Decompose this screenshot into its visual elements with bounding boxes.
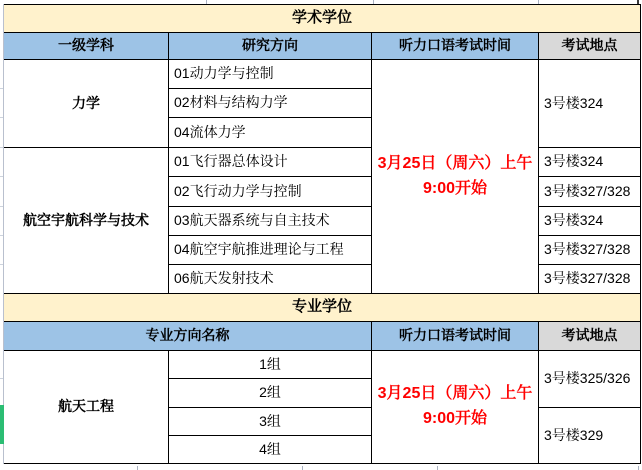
location-cell	[538, 206, 641, 236]
header-exam-time	[371, 321, 539, 351]
group-label: 3组	[259, 412, 281, 429]
sheet-left-gridline	[3, 4, 4, 464]
discipline-cell-aerospace	[3, 147, 169, 294]
section-title: 专业学位	[291, 298, 352, 316]
direction-label: 03航天器系统与自主技术	[174, 212, 330, 229]
location-cell	[538, 59, 641, 148]
gridline-stub	[437, 466, 438, 470]
header-exam-time	[371, 32, 539, 60]
location-label: 3号楼324	[544, 212, 604, 229]
header-discipline	[3, 32, 169, 60]
location-label: 3号楼325/326	[544, 370, 631, 387]
direction-label: 06航天发射技术	[174, 270, 274, 287]
section-band-professional	[3, 293, 641, 322]
location-cell	[538, 350, 641, 408]
group-cell	[168, 435, 372, 464]
exam-time-cell-academic	[371, 59, 539, 294]
location-label: 3号楼327/328	[544, 241, 631, 258]
direction-label: 01飞行器总体设计	[174, 153, 288, 170]
header-label: 一级学科	[58, 37, 114, 54]
location-cell	[538, 147, 641, 177]
discipline-label: 力学	[72, 94, 100, 111]
direction-cell	[168, 206, 372, 236]
gridline-stub	[302, 466, 303, 470]
discipline-label: 航天工程	[58, 398, 114, 415]
location-label: 3号楼324	[544, 94, 604, 111]
header-exam-location	[538, 321, 641, 351]
green-row-marker	[0, 405, 4, 444]
exam-time-line2: 9:00开始	[422, 179, 488, 197]
gridline-stub	[137, 466, 138, 470]
location-cell	[538, 264, 641, 294]
location-label: 3号楼324	[544, 153, 604, 170]
direction-label: 01动力学与控制	[174, 65, 274, 82]
header-label: 听力口语考试时间	[399, 37, 511, 54]
header-label: 研究方向	[242, 37, 298, 54]
exam-time-line1: 3月25日（周六）上午	[377, 154, 533, 172]
group-label: 1组	[259, 355, 281, 372]
location-label: 3号楼329	[544, 426, 604, 443]
discipline-label: 航空宇航科学与技术	[23, 211, 149, 228]
location-cell	[538, 407, 641, 464]
direction-cell	[168, 147, 372, 177]
direction-label: 04航空宇航推进理论与工程	[174, 241, 344, 258]
gridline-stub	[638, 466, 639, 470]
direction-label: 02材料与结构力学	[174, 94, 288, 111]
direction-cell	[168, 59, 372, 89]
group-cell	[168, 378, 372, 408]
location-cell	[538, 235, 641, 265]
discipline-cell-mechanics	[3, 59, 169, 148]
direction-cell	[168, 176, 372, 207]
direction-cell	[168, 117, 372, 148]
section-band-academic	[3, 4, 641, 33]
location-label: 3号楼327/328	[544, 270, 631, 287]
group-cell	[168, 350, 372, 379]
group-label: 2组	[259, 384, 281, 401]
header-exam-location	[538, 32, 641, 60]
direction-label: 02飞行动力学与控制	[174, 182, 302, 199]
direction-cell	[168, 88, 372, 118]
group-label: 4组	[259, 440, 281, 457]
exam-time-line1: 3月25日（周六）上午	[377, 385, 533, 403]
discipline-cell-space-engineering	[3, 350, 169, 464]
location-label: 3号楼327/328	[544, 182, 631, 199]
header-label: 考试地点	[561, 327, 618, 344]
group-cell	[168, 407, 372, 436]
header-label: 专业方向名称	[145, 327, 230, 344]
location-cell	[538, 176, 641, 207]
header-label: 考试地点	[561, 37, 618, 54]
exam-time-cell-professional	[371, 350, 539, 464]
direction-label: 04流体力学	[174, 123, 246, 140]
direction-cell	[168, 264, 372, 294]
header-major-name	[3, 321, 372, 351]
section-title: 学术学位	[291, 9, 352, 27]
exam-time-line2: 9:00开始	[422, 410, 488, 427]
header-direction	[168, 32, 372, 60]
header-label: 听力口语考试时间	[399, 327, 511, 344]
direction-cell	[168, 235, 372, 265]
